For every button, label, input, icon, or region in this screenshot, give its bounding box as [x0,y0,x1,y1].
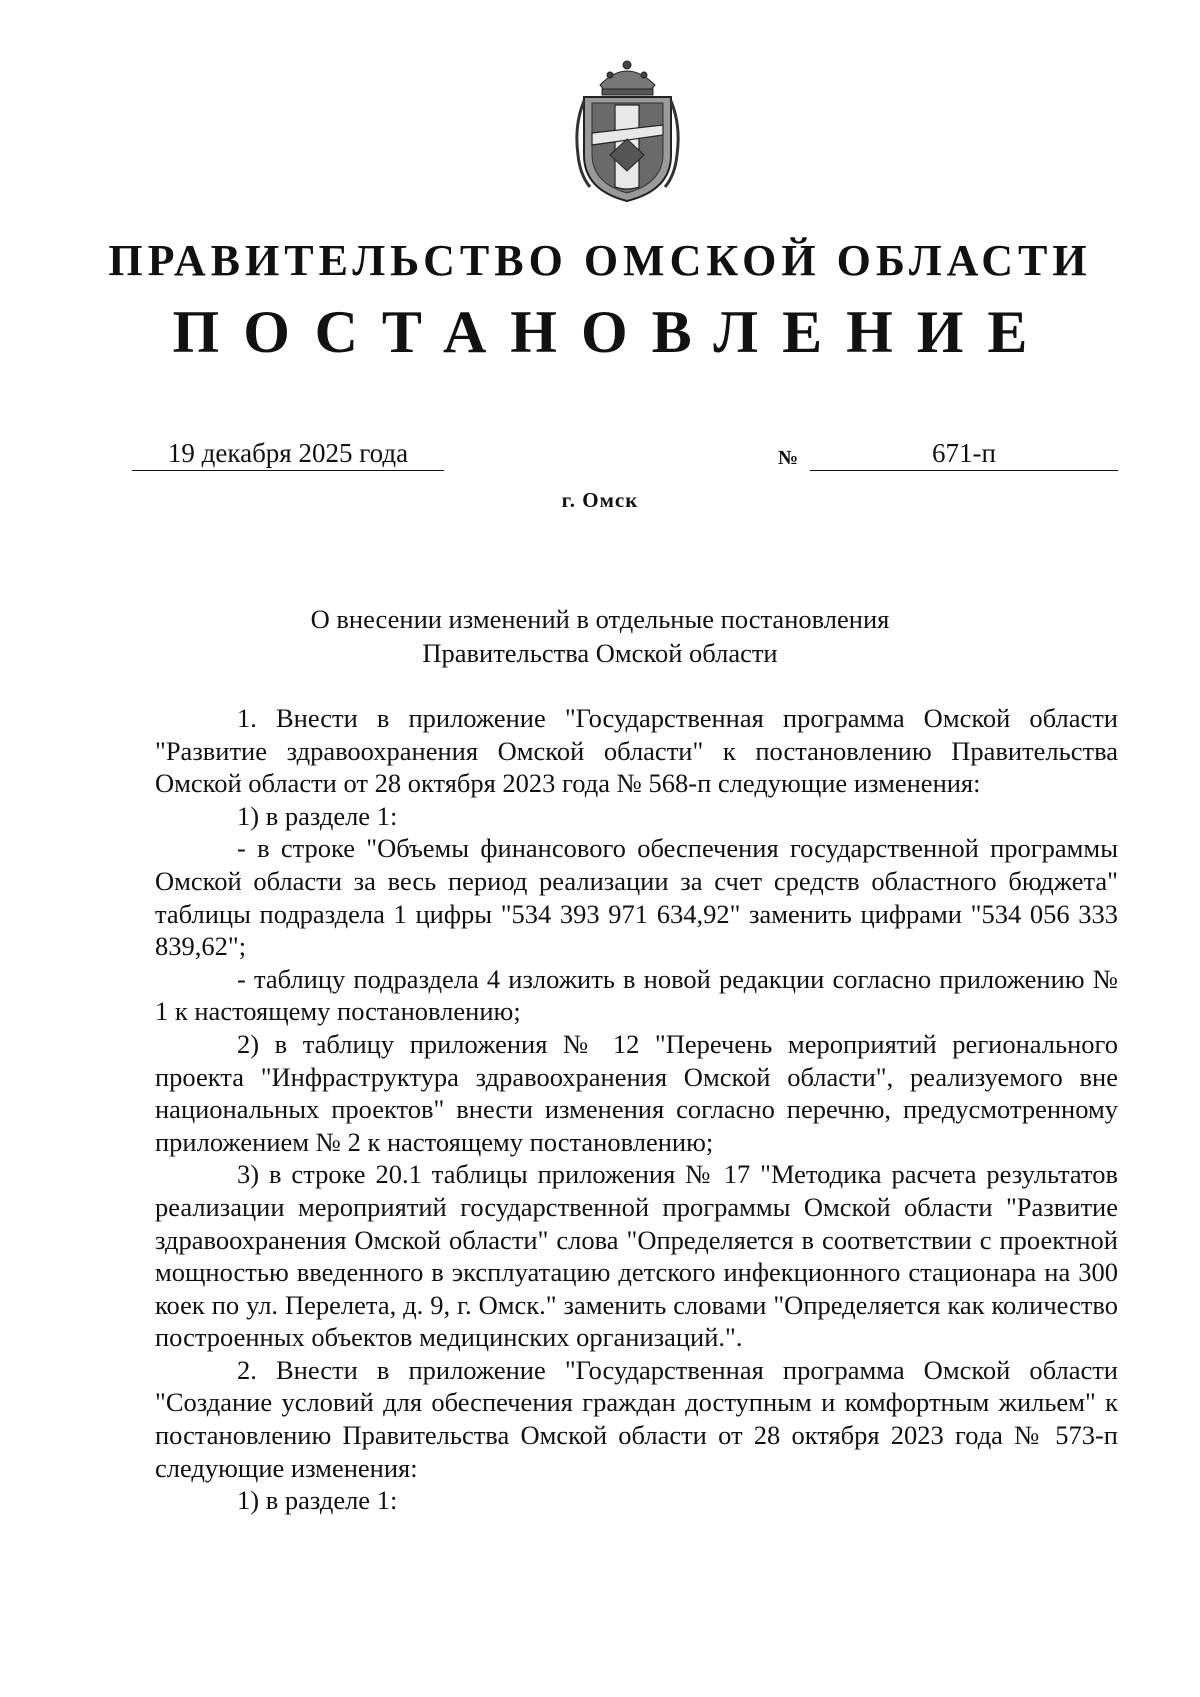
document-date: 19 декабря 2025 года [132,436,444,471]
document-type-title: ПОСТАНОВЛЕНИЕ [172,299,1052,365]
coat-of-arms-emblem [570,55,685,205]
paragraph: 1) в разделе 1: [237,1485,398,1516]
document-subject [0,602,1200,670]
paragraph: - в строке "Объемы финансового обеспечения государственной программы Омской области за весь период реализации за счет средств областного бюджета" таблицы подраздела 1 цифры "534 393 971 634,92" заменить цифрами "534 056 333 839,62"; [155,833,1118,962]
crown-icon [600,61,655,95]
organization-title: ПРАВИТЕЛЬСТВО ОМСКОЙ ОБЛАСТИ [108,236,1092,285]
paragraph: - таблицу подраздела 4 изложить в новой редакции согласно приложению № 1 к настоящему постановлению; [155,963,1118,1027]
document-number: 671-п [810,436,1118,471]
document-body [155,702,1118,1517]
paragraph: 2. Внести в приложение "Государственная программа Омской области "Создание условий для обеспечения граждан доступным и комфортным жильем" к постановлению Правительства Омской области от 28 октября 2023 года № 573-п следующие изменения: [155,1354,1118,1483]
subject-line: Правительства Омской области [422,638,778,668]
paragraph: 1) в разделе 1: [237,800,398,831]
paragraph: 1. Внести в приложение "Государственная программа Омской области "Развитие здравоохранения Омской области" к постановлению Правительства Омской области от 28 октября 2023 года № 568-п следующие изменения: [155,703,1118,799]
paragraph: 2) в таблицу приложения № 12 "Перечень мероприятий регионального проекта "Инфраструктура здравоохранения Омской области", реализуемого вне национальных проектов" внести изменения согласно перечню, предусмотренному приложением № 2 к настоящему постановлению; [155,1028,1118,1157]
subject-line: О внесении изменений в отдельные постановления [310,604,890,634]
number-label: № [778,447,799,469]
city-name: г. Омск [561,488,639,512]
paragraph: 3) в строке 20.1 таблицы приложения № 17 "Методика расчета результатов реализации мероприятий государственной программы Омской области "Развитие здравоохранения Омской области" слова "Определяется в соответствии с проектной мощностью введенного в эксплуатацию детского инфекционного стационара на 300 коек по ул. Перелета, д. 9, г. Омск." заменить словами "Определяется как количество построенных объектов медицинских организаций.". [155,1159,1118,1353]
